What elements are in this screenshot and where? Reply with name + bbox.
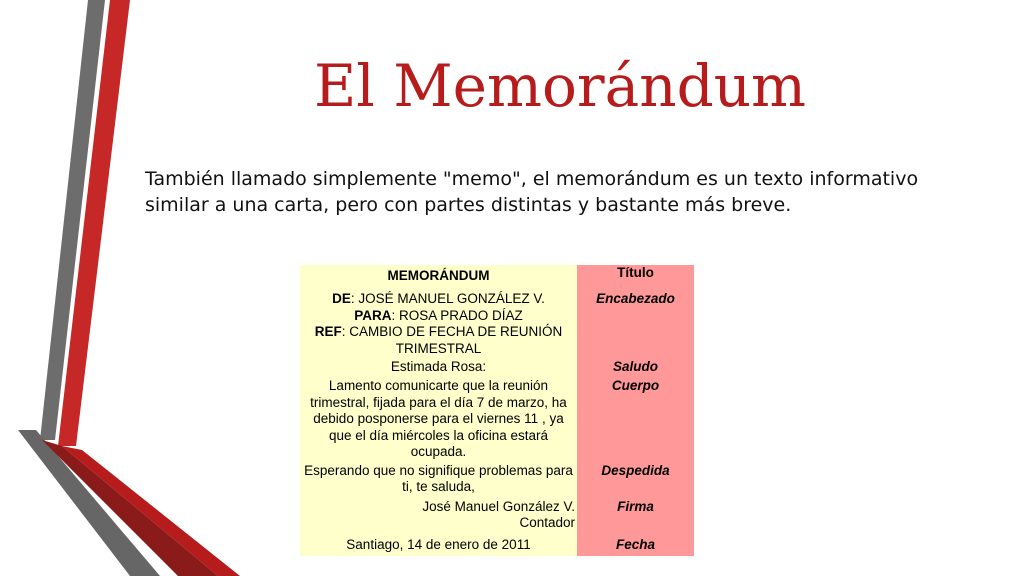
decorative-stripes (0, 0, 240, 576)
intro-paragraph: También llamado simplemente "memo", el memorándum es un texto informativo similar a una carta, pero con partes distintas y bastante más breve. (145, 168, 919, 216)
table-row (300, 461, 694, 496)
memo-title-cell: MEMORÁNDUM (300, 265, 577, 290)
table-row (300, 377, 694, 461)
memo-header-cell (300, 290, 577, 357)
header-de-value: : JOSÉ MANUEL GONZÁLEZ V. (350, 291, 545, 306)
table-row (300, 265, 694, 290)
header-para-key: PARA (354, 307, 392, 323)
table-row (300, 290, 694, 357)
header-ref-line (302, 324, 575, 357)
header-para-value: : ROSA PRADO DÍAZ (391, 307, 523, 323)
table-row (300, 535, 694, 556)
header-ref-value: : CAMBIO DE FECHA DE REUNIÓN TRIMESTRAL (341, 324, 563, 356)
label-cuerpo: Cuerpo (577, 377, 694, 461)
header-para-line (302, 308, 575, 325)
memo-body-cell: Lamento comunicarte que la reunión trimestral, fijada para el día 7 de marzo, ha debido posponerse para el viernes 11 , ya que el día miércoles la oficina estará ocupada. (300, 377, 577, 461)
label-fecha: Fecha (577, 535, 694, 556)
slide-title: El Memorándum (313, 52, 807, 120)
table-row (300, 496, 694, 535)
signature-role: Contador (519, 515, 575, 530)
header-de-key: DE (332, 291, 351, 306)
header-de-line (302, 291, 575, 308)
memo-date-cell: Santiago, 14 de enero de 2011 (300, 535, 577, 556)
label-saludo: Saludo (577, 357, 694, 377)
label-firma: Firma (577, 496, 694, 535)
table-row (300, 357, 694, 377)
signature-name: José Manuel González V. (422, 498, 575, 514)
memo-structure-table (300, 265, 694, 556)
label-despedida: Despedida (577, 461, 694, 496)
header-ref-key: REF (314, 324, 342, 339)
memo-greeting-cell: Estimada Rosa: (300, 357, 577, 377)
label-titulo: Título (577, 265, 694, 290)
memo-closing-cell: Esperando que no signifique problemas para ti, te saluda, (300, 461, 577, 496)
label-encabezado: Encabezado (577, 290, 694, 357)
memo-signature-cell (300, 496, 577, 535)
